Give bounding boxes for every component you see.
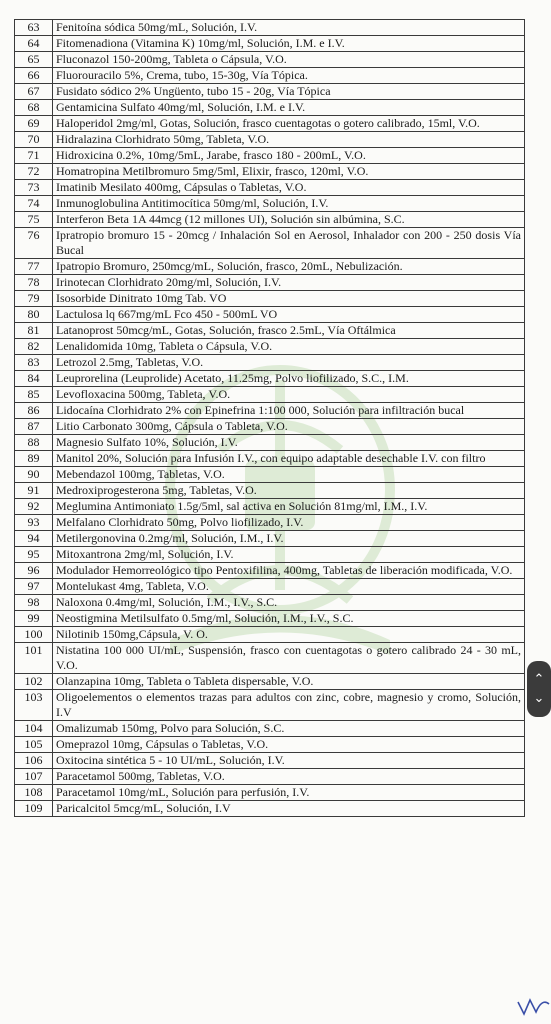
chevron-up-icon[interactable]: ⌃ [533, 672, 545, 687]
table-row [15, 451, 525, 467]
row-number: 81 [15, 323, 53, 339]
medication-description: Litio Carbonato 300mg, Cápsula o Tableta, V.O. [53, 419, 525, 435]
medication-table-body [15, 20, 525, 817]
row-number: 87 [15, 419, 53, 435]
row-number: 80 [15, 307, 53, 323]
table-row [15, 674, 525, 690]
table-row [15, 196, 525, 212]
medication-description: Fenitoína sódica 50mg/mL, Solución, I.V. [53, 20, 525, 36]
table-row [15, 339, 525, 355]
medication-description: Letrozol 2.5mg, Tabletas, V.O. [53, 355, 525, 371]
medication-table [14, 19, 525, 817]
table-row [15, 611, 525, 627]
table-row [15, 84, 525, 100]
medication-description: Manitol 20%, Solución para Infusión I.V., con equipo adaptable desechable I.V. con filtro [53, 451, 525, 467]
medication-description: Oligoelementos o elementos trazas para adultos con zinc, cobre, magnesio y cromo, Solución, I.V [53, 690, 525, 721]
table-row [15, 403, 525, 419]
table-row [15, 690, 525, 721]
row-number: 84 [15, 371, 53, 387]
medication-description: Hidroxicina 0.2%, 10mg/5mL, Jarabe, frasco 180 - 200mL, V.O. [53, 148, 525, 164]
medication-description: Levofloxacina 500mg, Tableta, V.O. [53, 387, 525, 403]
row-number: 73 [15, 180, 53, 196]
medication-description: Leuprorelina (Leuprolide) Acetato, 11.25mg, Polvo liofilizado, S.C., I.M. [53, 371, 525, 387]
row-number: 66 [15, 68, 53, 84]
table-row [15, 307, 525, 323]
table-row [15, 323, 525, 339]
row-number: 100 [15, 627, 53, 643]
table-row [15, 228, 525, 259]
row-number: 70 [15, 132, 53, 148]
table-row [15, 371, 525, 387]
row-number: 98 [15, 595, 53, 611]
row-number: 79 [15, 291, 53, 307]
row-number: 88 [15, 435, 53, 451]
table-row [15, 595, 525, 611]
table-row [15, 419, 525, 435]
medication-description: Medroxiprogesterona 5mg, Tabletas, V.O. [53, 483, 525, 499]
row-number: 109 [15, 801, 53, 817]
medication-description: Lidocaína Clorhidrato 2% con Epinefrina 1:100 000, Solución para infiltración bucal [53, 403, 525, 419]
scroll-control[interactable] [527, 661, 551, 717]
row-number: 104 [15, 721, 53, 737]
row-number: 103 [15, 690, 53, 721]
medication-description: Omeprazol 10mg, Cápsulas o Tabletas, V.O. [53, 737, 525, 753]
row-number: 86 [15, 403, 53, 419]
medication-description: Irinotecan Clorhidrato 20mg/ml, Solución, I.V. [53, 275, 525, 291]
table-row [15, 259, 525, 275]
table-row [15, 753, 525, 769]
table-row [15, 499, 525, 515]
row-number: 76 [15, 228, 53, 259]
table-row [15, 627, 525, 643]
table-row [15, 180, 525, 196]
table-row [15, 531, 525, 547]
table-row [15, 68, 525, 84]
table-row [15, 579, 525, 595]
table-row [15, 801, 525, 817]
row-number: 101 [15, 643, 53, 674]
row-number: 64 [15, 36, 53, 52]
medication-description: Imatinib Mesilato 400mg, Cápsulas o Tabletas, V.O. [53, 180, 525, 196]
medication-description: Omalizumab 150mg, Polvo para Solución, S.C. [53, 721, 525, 737]
row-number: 102 [15, 674, 53, 690]
medication-description: Naloxona 0.4mg/ml, Solución, I.M., I.V., S.C. [53, 595, 525, 611]
medication-description: Nistatina 100 000 UI/mL, Suspensión, frasco con cuentagotas o gotero calibrado 24 - 30 mL, V.O. [53, 643, 525, 674]
table-row [15, 212, 525, 228]
medication-description: Homatropina Metilbromuro 5mg/5ml, Elixir, frasco, 120ml, V.O. [53, 164, 525, 180]
table-row [15, 643, 525, 674]
table-row [15, 100, 525, 116]
row-number: 68 [15, 100, 53, 116]
table-row [15, 291, 525, 307]
table-row [15, 785, 525, 801]
medication-description: Mebendazol 100mg, Tabletas, V.O. [53, 467, 525, 483]
medication-description: Ipatropio Bromuro, 250mcg/mL, Solución, frasco, 20mL, Nebulización. [53, 259, 525, 275]
row-number: 99 [15, 611, 53, 627]
medication-description: Hidralazina Clorhidrato 50mg, Tableta, V.O. [53, 132, 525, 148]
table-row [15, 387, 525, 403]
medication-description: Modulador Hemorreológico tipo Pentoxifilina, 400mg, Tabletas de liberación modificada, V.O. [53, 563, 525, 579]
table-row [15, 20, 525, 36]
medication-description: Montelukast 4mg, Tableta, V.O. [53, 579, 525, 595]
medication-description: Inmunoglobulina Antitimocítica 50mg/ml, Solución, I.V. [53, 196, 525, 212]
row-number: 91 [15, 483, 53, 499]
medication-description: Latanoprost 50mcg/mL, Gotas, Solución, frasco 2.5mL, Vía Oftálmica [53, 323, 525, 339]
table-row [15, 435, 525, 451]
row-number: 67 [15, 84, 53, 100]
table-row [15, 515, 525, 531]
row-number: 74 [15, 196, 53, 212]
row-number: 69 [15, 116, 53, 132]
medication-description: Meglumina Antimoniato 1.5g/5ml, sal activa en Solución 81mg/ml, I.M., I.V. [53, 499, 525, 515]
row-number: 78 [15, 275, 53, 291]
medication-description: Fitomenadiona (Vitamina K) 10mg/ml, Solución, I.M. e I.V. [53, 36, 525, 52]
medication-description: Oxitocina sintética 5 - 10 UI/mL, Solución, I.V. [53, 753, 525, 769]
medication-description: Paricalcitol 5mcg/mL, Solución, I.V [53, 801, 525, 817]
table-row [15, 275, 525, 291]
medication-description: Nilotinib 150mg,Cápsula, V. O. [53, 627, 525, 643]
medication-description: Lenalidomida 10mg, Tableta o Cápsula, V.O. [53, 339, 525, 355]
row-number: 63 [15, 20, 53, 36]
row-number: 90 [15, 467, 53, 483]
medication-description: Gentamicina Sulfato 40mg/ml, Solución, I.M. e I.V. [53, 100, 525, 116]
medication-description: Fluorouracilo 5%, Crema, tubo, 15-30g, Vía Tópica. [53, 68, 525, 84]
row-number: 89 [15, 451, 53, 467]
table-row [15, 547, 525, 563]
row-number: 83 [15, 355, 53, 371]
medication-description: Metilergonovina 0.2mg/ml, Solución, I.M., I.V. [53, 531, 525, 547]
medication-description: Mitoxantrona 2mg/ml, Solución, I.V. [53, 547, 525, 563]
medication-description: Interferon Beta 1A 44mcg (12 millones UI), Solución sin albúmina, S.C. [53, 212, 525, 228]
medication-description: Paracetamol 10mg/mL, Solución para perfusión, I.V. [53, 785, 525, 801]
medication-description: Neostigmina Metilsulfato 0.5mg/ml, Solución, I.M., I.V., S.C. [53, 611, 525, 627]
medication-description: Ipratropio bromuro 15 - 20mcg / Inhalación Sol en Aerosol, Inhalador con 200 - 250 dosis Vía Bucal [53, 228, 525, 259]
table-row [15, 737, 525, 753]
row-number: 106 [15, 753, 53, 769]
table-row [15, 116, 525, 132]
row-number: 93 [15, 515, 53, 531]
medication-description: Fluconazol 150-200mg, Tableta o Cápsula, V.O. [53, 52, 525, 68]
signature-mark-icon [516, 994, 551, 1018]
medication-description: Melfalano Clorhidrato 50mg, Polvo liofilizado, I.V. [53, 515, 525, 531]
row-number: 107 [15, 769, 53, 785]
row-number: 77 [15, 259, 53, 275]
row-number: 97 [15, 579, 53, 595]
medication-description: Haloperidol 2mg/ml, Gotas, Solución, frasco cuentagotas o gotero calibrado, 15ml, V.O. [53, 116, 525, 132]
medication-description: Lactulosa lq 667mg/mL Fco 450 - 500mL VO [53, 307, 525, 323]
table-row [15, 164, 525, 180]
table-row [15, 132, 525, 148]
table-row [15, 483, 525, 499]
medication-description: Fusidato sódico 2% Ungüento, tubo 15 - 20g, Vía Tópica [53, 84, 525, 100]
table-row [15, 467, 525, 483]
medication-description: Isosorbide Dinitrato 10mg Tab. VO [53, 291, 525, 307]
row-number: 85 [15, 387, 53, 403]
row-number: 94 [15, 531, 53, 547]
row-number: 82 [15, 339, 53, 355]
table-row [15, 36, 525, 52]
row-number: 105 [15, 737, 53, 753]
table-row [15, 355, 525, 371]
table-row [15, 52, 525, 68]
row-number: 92 [15, 499, 53, 515]
table-row [15, 721, 525, 737]
row-number: 65 [15, 52, 53, 68]
table-row [15, 148, 525, 164]
chevron-down-icon[interactable]: ⌄ [533, 691, 545, 706]
table-row [15, 563, 525, 579]
row-number: 108 [15, 785, 53, 801]
row-number: 72 [15, 164, 53, 180]
row-number: 71 [15, 148, 53, 164]
row-number: 75 [15, 212, 53, 228]
row-number: 95 [15, 547, 53, 563]
medication-description: Olanzapina 10mg, Tableta o Tableta dispersable, V.O. [53, 674, 525, 690]
medication-description: Paracetamol 500mg, Tabletas, V.O. [53, 769, 525, 785]
table-row [15, 769, 525, 785]
medication-description: Magnesio Sulfato 10%, Solución, I.V. [53, 435, 525, 451]
row-number: 96 [15, 563, 53, 579]
